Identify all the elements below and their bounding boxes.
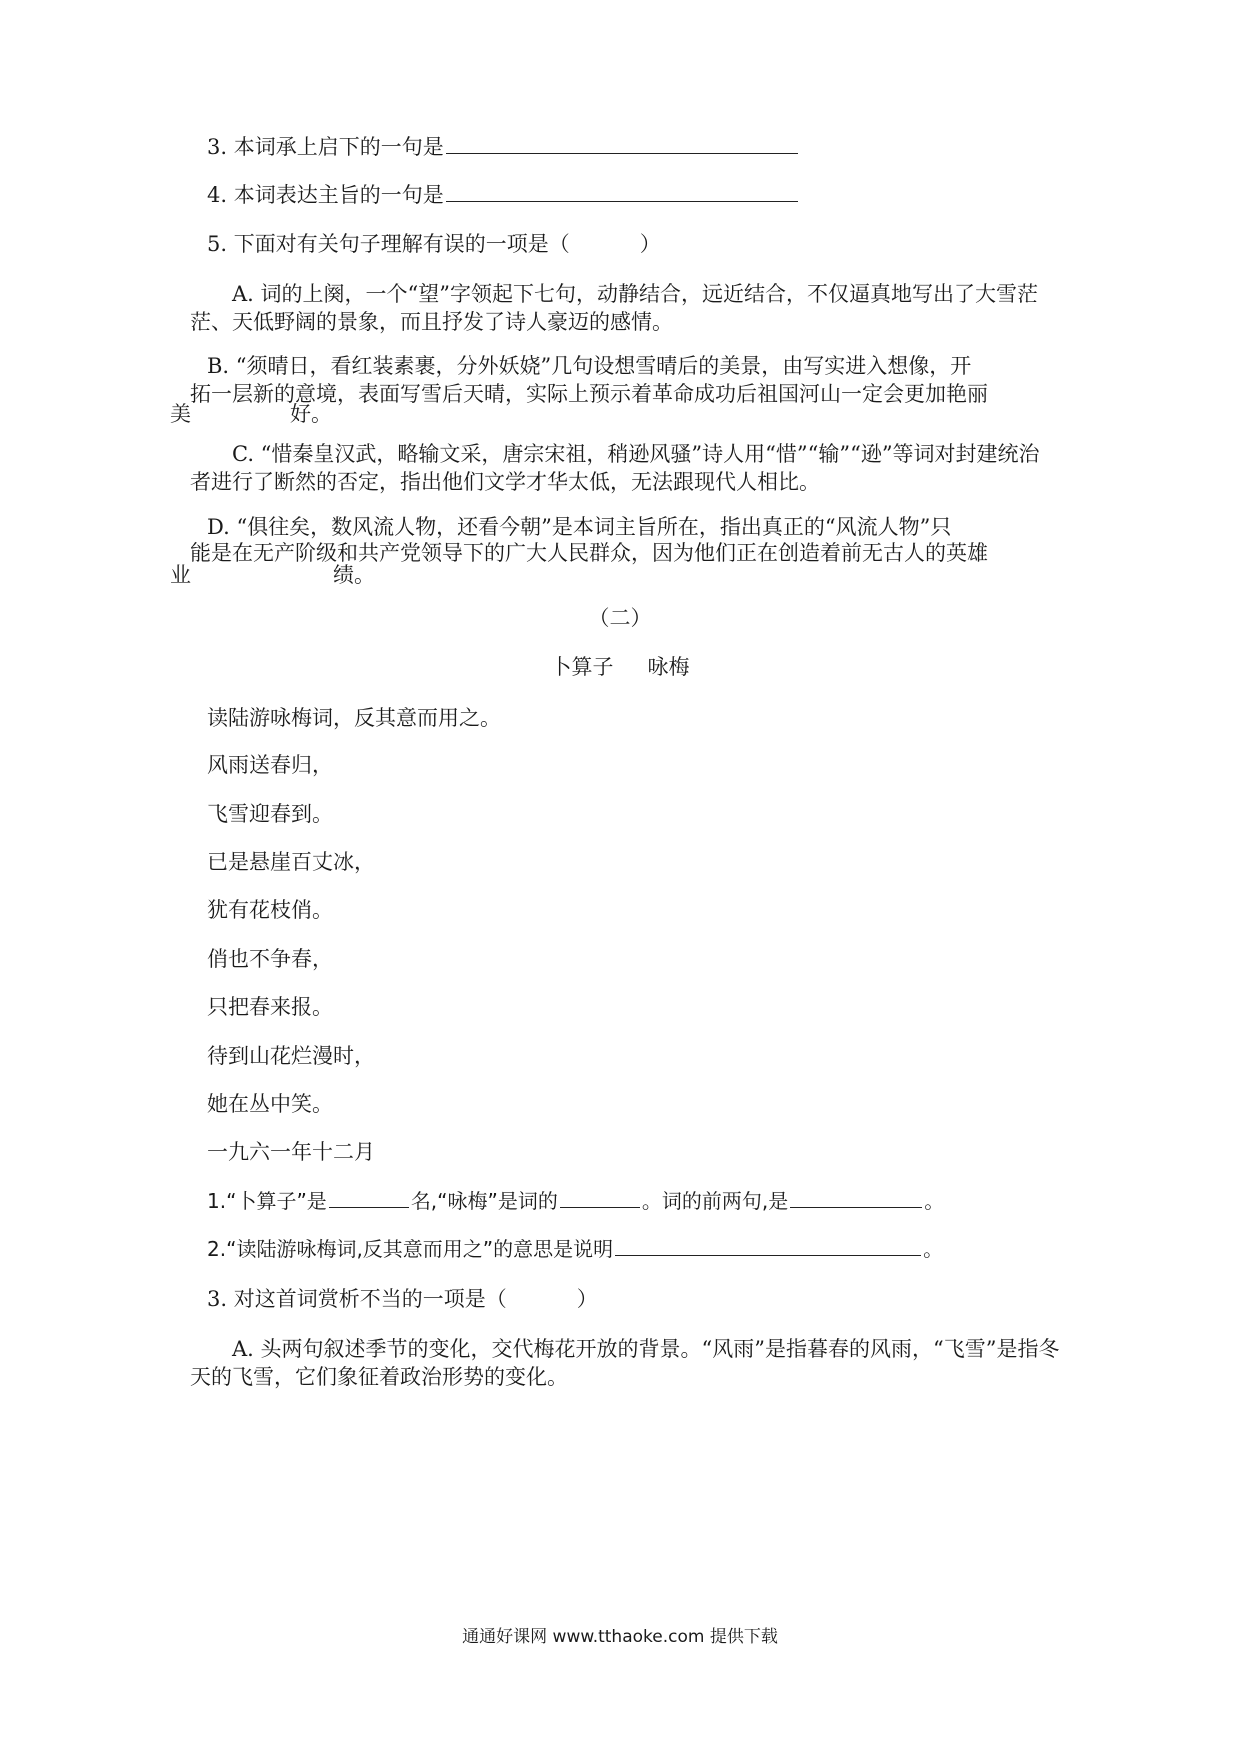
poem-title [0,653,1240,681]
question-5-text: 5. 下面对有关句子理解有误的一项是（ [207,232,570,256]
option-b-line-1: B. “须晴日，看红装素裹，分外妖娆”几句设想雪晴后的美景，由写实进入想像，开 [207,354,972,378]
poem-line: 俏也不争春， [207,947,333,971]
question-2-3 [207,1285,598,1313]
option-d-line-1: D. “俱往矣，数风流人物，还看今朝”是本词主旨所在，指出真正的“风流人物”只 [207,515,952,539]
poem-line: 已是悬崖百丈冰， [207,850,375,874]
question-5 [207,230,661,258]
option-d-line-3a: 业 [170,563,191,587]
poem-date: 一九六一年十二月 [207,1140,375,1164]
question-5-close: ） [639,232,661,256]
poem-title-name: 咏梅 [647,655,690,679]
poem-preface: 读陆游咏梅词，反其意而用之。 [207,706,501,730]
answer-blank[interactable] [446,183,798,202]
question-2-3-close: ） [576,1287,598,1311]
question-3-text: 3. 本词承上启下的一句是 [207,135,444,159]
option-c: C. “惜秦皇汉武，略输文采，唐宗宋祖，稍逊风骚”诗人用“惜”“输”“逊”等词对封建统治者进行了断然的否定，指出他们文学才华太低，无法跟现代人相比。 [190,442,1040,494]
option-d-line-2: 能是在无产阶级和共产党领导下的广大人民群众，因为他们正在创造着前无古人的英雄 [190,541,988,565]
question-2-3-text: 3. 对这首词赏析不当的一项是（ [207,1287,507,1311]
section2-option-a: A. 头两句叙述季节的变化，交代梅花开放的背景。“风雨”是指暮春的风雨，“飞雪”是指冬天的飞雪，它们象征着政治形势的变化。 [190,1337,1060,1389]
question-4 [207,181,800,209]
answer-blank[interactable] [790,1189,922,1208]
q2-part-b: 。 [923,1237,944,1261]
page-footer: 通通好课网 www.tthaoke.com 提供下载 [462,1627,778,1647]
q1-part-b: 名,“咏梅”是词的 [410,1189,558,1213]
q1-part-a: 1.“卜算子”是 [207,1189,327,1213]
poem-line: 她在丛中笑。 [207,1092,333,1116]
question-2-1 [207,1187,944,1215]
answer-blank[interactable] [615,1237,921,1256]
answer-blank[interactable] [446,135,798,154]
option-b-line-2: 拓一层新的意境，表面写雪后天晴，实际上预示着革命成功后祖国河山一定会更加艳丽 [190,382,988,406]
answer-blank[interactable] [329,1189,409,1208]
option-b-line-3a: 美 [170,402,191,426]
poem-line: 风雨送春归， [207,753,333,777]
answer-blank[interactable] [560,1189,640,1208]
poem-line: 飞雪迎春到。 [207,802,333,826]
poem-title-tune: 卜算子 [550,655,614,679]
option-d-line-3b: 绩。 [333,563,375,587]
q2-part-a: 2.“读陆游咏梅词,反其意而用之”的意思是说明 [207,1237,614,1261]
option-a: A. 词的上阕，一个“望”字领起下七句，动静结合，远近结合，不仅逼真地写出了大雪茫茫、天低野阔的景象，而且抒发了诗人豪迈的感情。 [190,282,1038,334]
option-b-line-3b: 好。 [290,402,332,426]
question-3 [207,133,800,161]
q1-part-d: 。 [924,1189,945,1213]
poem-line: 犹有花枝俏。 [207,898,333,922]
q1-part-c: 。词的前两句,是 [641,1189,789,1213]
poem-line: 只把春来报。 [207,995,333,1019]
question-2-2 [207,1235,943,1263]
question-4-text: 4. 本词表达主旨的一句是 [207,183,444,207]
section-heading: （二） [588,606,652,630]
poem-line: 待到山花烂漫时， [207,1044,375,1068]
